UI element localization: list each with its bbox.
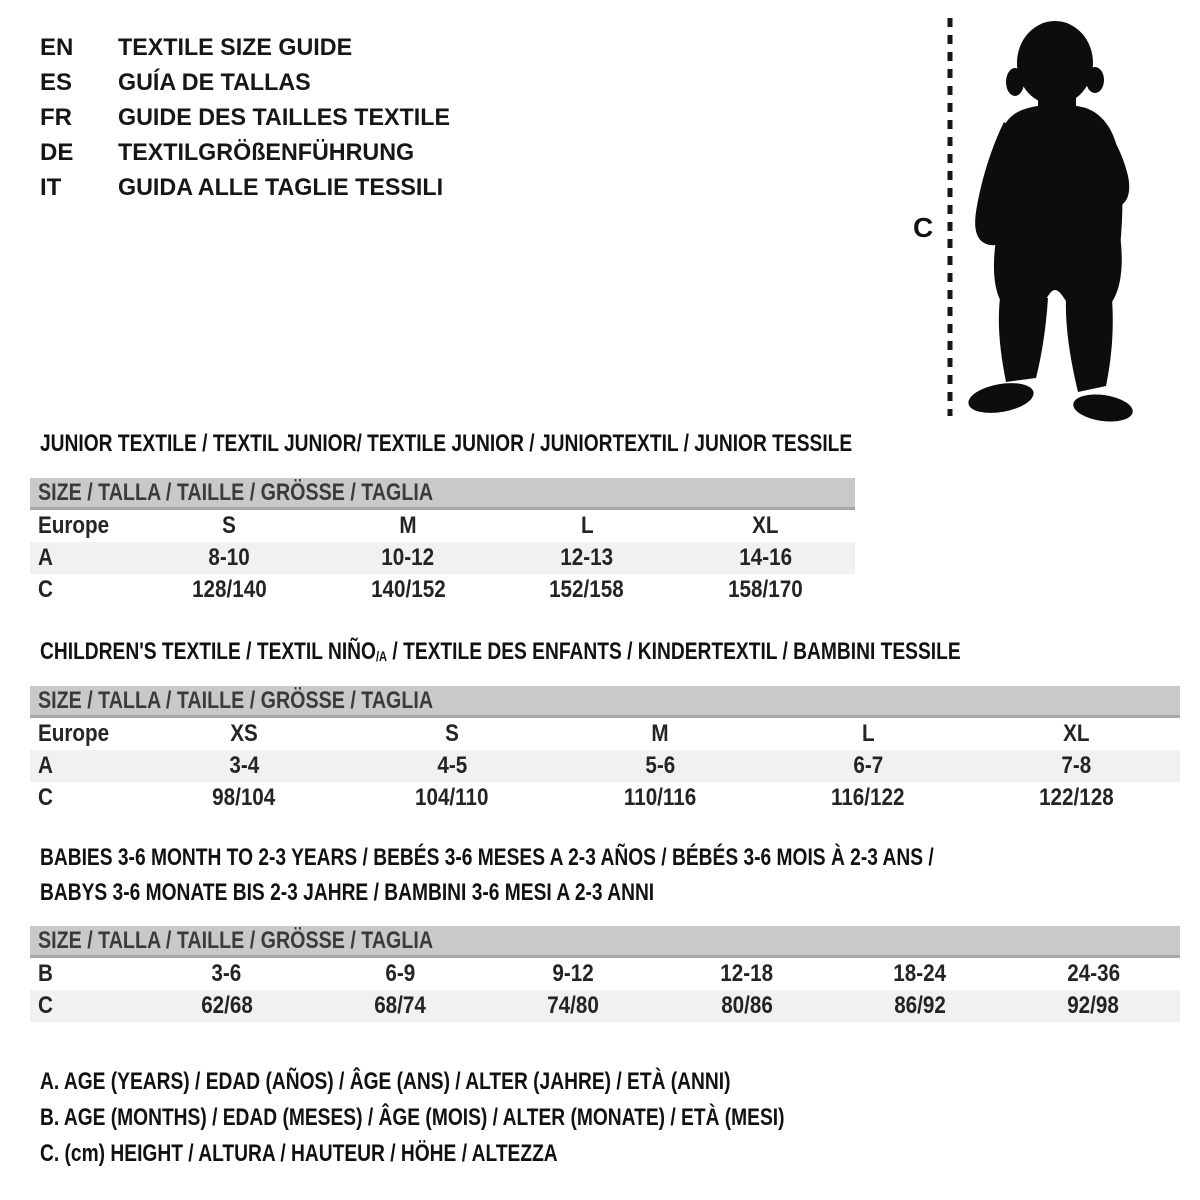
table-row [30,542,855,574]
table-header-text: SIZE / TALLA / TAILLE / GRÖSSE / TAGLIA [38,478,434,506]
row-label [30,960,140,988]
row-label [30,512,140,540]
size-cell-text: 12-18 [720,960,774,987]
size-cell-text: 18-24 [893,960,947,987]
title-text: CHILDREN'S TEXTILE / TEXTIL NIÑO [40,638,376,665]
size-cell-text: 86/92 [894,992,946,1019]
row-label-text: A [38,752,53,779]
row-label [30,576,140,604]
table-header [30,686,1180,718]
size-cell-text: 5-6 [645,752,675,779]
size-cell [313,992,486,1020]
language-item [40,30,460,65]
language-code: EN [40,33,74,61]
section-title-babies-line-1 [40,844,1157,872]
silhouette-ear-right [1086,67,1104,93]
size-cell-text: XS [230,720,258,747]
size-cell-text: 80/86 [720,992,773,1019]
size-cell-text: L [861,720,875,747]
size-cell [313,960,486,988]
size-cell [660,960,833,988]
size-cell [764,752,972,780]
size-cell [140,992,313,1020]
size-cell-text: 140/152 [370,576,446,603]
language-code: IT [40,173,62,201]
size-cell [348,784,556,812]
size-cell-text: 12-13 [560,544,614,571]
legend-text: A. AGE (YEARS) / EDAD (AÑOS) / ÂGE (ANS) / ALTER (JAHRE) / ETÀ (ANNI) [40,1068,731,1095]
section-title-text [40,879,654,907]
legend-text: C. (cm) HEIGHT / ALTURA / HAUTEUR / HÖHE / ALTEZZA [40,1140,558,1167]
size-cell [348,752,556,780]
size-cell-text: L [580,512,594,539]
legend-item [40,1136,971,1172]
size-table-children [30,686,1180,814]
title-text: / TEXTILE DES ENFANTS / KINDERTEXTIL / BAMBINI TESSILE [387,638,961,665]
size-table-babies [30,926,1180,1022]
size-cell-text: M [399,512,417,539]
size-cell-text: 74/80 [547,992,600,1019]
table-row [30,750,1180,782]
size-cell-text: 3-4 [229,752,259,779]
language-title: GUIDA ALLE TAGLIE TESSILI [118,173,444,201]
language-title: TEXTILE SIZE GUIDE [118,33,353,61]
language-code: ES [40,68,73,96]
row-label-text: C [38,576,53,603]
table-row [30,510,855,542]
size-cell [348,720,556,748]
size-cell [319,512,498,540]
legend-list [40,1064,971,1172]
table-row [30,990,1180,1022]
measure-label-c: C [913,212,934,243]
row-label [30,720,140,748]
silhouette-leg-right [1066,298,1113,392]
size-cell [676,544,855,572]
size-cell [140,784,348,812]
size-cell [140,720,348,748]
size-cell-text: 6-7 [853,752,883,779]
size-cell-text: 14-16 [739,544,793,571]
legend-item [40,1100,971,1136]
silhouette-leg-left [999,298,1048,382]
table-row [30,574,855,606]
row-label [30,544,140,572]
row-label [30,752,140,780]
size-cell [498,544,677,572]
size-cell-text: 122/128 [1038,784,1114,811]
row-label-text: Europe [38,720,110,747]
size-cell-text: XL [1062,720,1090,747]
size-cell-text: 104/110 [415,784,489,811]
language-title: GUÍA DE TALLAS [118,68,311,96]
row-label-text: Europe [38,512,110,539]
size-cell [556,784,764,812]
size-cell [319,576,498,604]
row-label [30,784,140,812]
table-row [30,718,1180,750]
table-header-text: SIZE / TALLA / TAILLE / GRÖSSE / TAGLIA [38,686,434,714]
size-cell-text: 7-8 [1061,752,1091,779]
language-title: TEXTILGRÖßENFÜHRUNG [118,138,415,166]
table-header-text: SIZE / TALLA / TAILLE / GRÖSSE / TAGLIA [38,926,434,954]
language-code: DE [40,138,74,166]
size-cell [140,512,319,540]
size-cell [140,576,319,604]
legend-item [40,1064,971,1100]
size-cell [1007,960,1180,988]
size-cell-text: M [651,720,669,747]
size-cell-text: S [445,720,459,747]
table-row [30,958,1180,990]
size-cell-text: XL [752,512,779,539]
size-cell-text: S [222,512,237,539]
section-title-text [40,430,852,458]
table-row [30,782,1180,814]
language-item [40,170,460,205]
size-cell [660,992,833,1020]
section-title-text [40,844,934,872]
size-cell-text: 6-9 [385,960,415,987]
size-cell-text: 8-10 [208,544,251,571]
section-title-children [40,638,1191,666]
size-cell-text: 110/116 [623,784,697,811]
size-cell-text: 24-36 [1066,960,1120,987]
size-cell [764,720,972,748]
silhouette-shorts [994,228,1122,306]
language-item [40,100,460,135]
row-label [30,992,140,1020]
size-cell-text: 62/68 [200,992,253,1019]
silhouette-arm-right [1091,114,1129,208]
size-cell [833,992,1006,1020]
language-code: FR [40,103,72,131]
row-label-text: C [38,992,53,1019]
size-cell [972,752,1180,780]
size-cell-text: 4-5 [437,752,467,779]
size-cell [676,512,855,540]
section-title-text [40,638,961,668]
legend-text: B. AGE (MONTHS) / EDAD (MESES) / ÂGE (MOIS) / ALTER (MONATE) / ETÀ (MESI) [40,1104,785,1131]
size-cell-text: 116/122 [831,784,905,811]
silhouette-foot-left [966,378,1036,417]
size-cell [972,784,1180,812]
size-cell [556,752,764,780]
size-cell [140,960,313,988]
title-subscript-text: /A [375,647,388,664]
language-item [40,65,460,100]
table-header [30,926,1180,958]
size-table-junior [30,478,855,606]
size-cell-text: 92/98 [1067,992,1120,1019]
size-cell-text: 68/74 [374,992,426,1019]
size-cell [764,784,972,812]
row-label-text: C [38,784,53,811]
size-cell-text: 10-12 [381,544,435,571]
size-cell [1007,992,1180,1020]
size-cell-text: 152/158 [549,576,625,603]
size-cell [833,960,1006,988]
size-cell [319,544,498,572]
size-cell [556,720,764,748]
size-cell-text: 9-12 [552,960,594,987]
size-cell [676,576,855,604]
language-title-list [40,30,460,205]
size-cell [972,720,1180,748]
silhouette-foot-right [1071,391,1134,424]
size-cell-text: 128/140 [192,576,267,603]
size-cell-text: 98/104 [212,784,276,811]
size-cell [140,752,348,780]
size-cell [487,992,660,1020]
title-text: BABIES 3-6 MONTH TO 2-3 YEARS / BEBÉS 3-6 MESES A 2-3 AÑOS / BÉBÉS 3-6 MOIS À 2-3 ANS / [40,844,934,871]
size-cell [498,512,677,540]
size-cell [140,544,319,572]
language-title: GUIDE DES TAILLES TEXTILE [118,103,450,131]
title-text: JUNIOR TEXTILE / TEXTIL JUNIOR/ TEXTILE JUNIOR / JUNIORTEXTIL / JUNIOR TESSILE [40,430,853,457]
height-measure-dashed-line [947,18,953,416]
section-title-babies-line-2 [40,879,808,907]
section-title-junior [40,430,1055,458]
row-label-text: A [38,544,53,571]
title-text: BABYS 3-6 MONATE BIS 2-3 JAHRE / BAMBINI 3-6 MESI A 2-3 ANNI [40,879,655,906]
silhouette-ear-left [1006,68,1024,96]
language-item [40,135,460,170]
size-cell-text: 158/170 [728,576,803,603]
size-cell-text: 3-6 [211,960,242,987]
row-label-text: B [38,960,53,987]
toddler-silhouette [962,12,1140,424]
table-header [30,478,855,510]
size-cell [498,576,677,604]
size-cell [487,960,660,988]
